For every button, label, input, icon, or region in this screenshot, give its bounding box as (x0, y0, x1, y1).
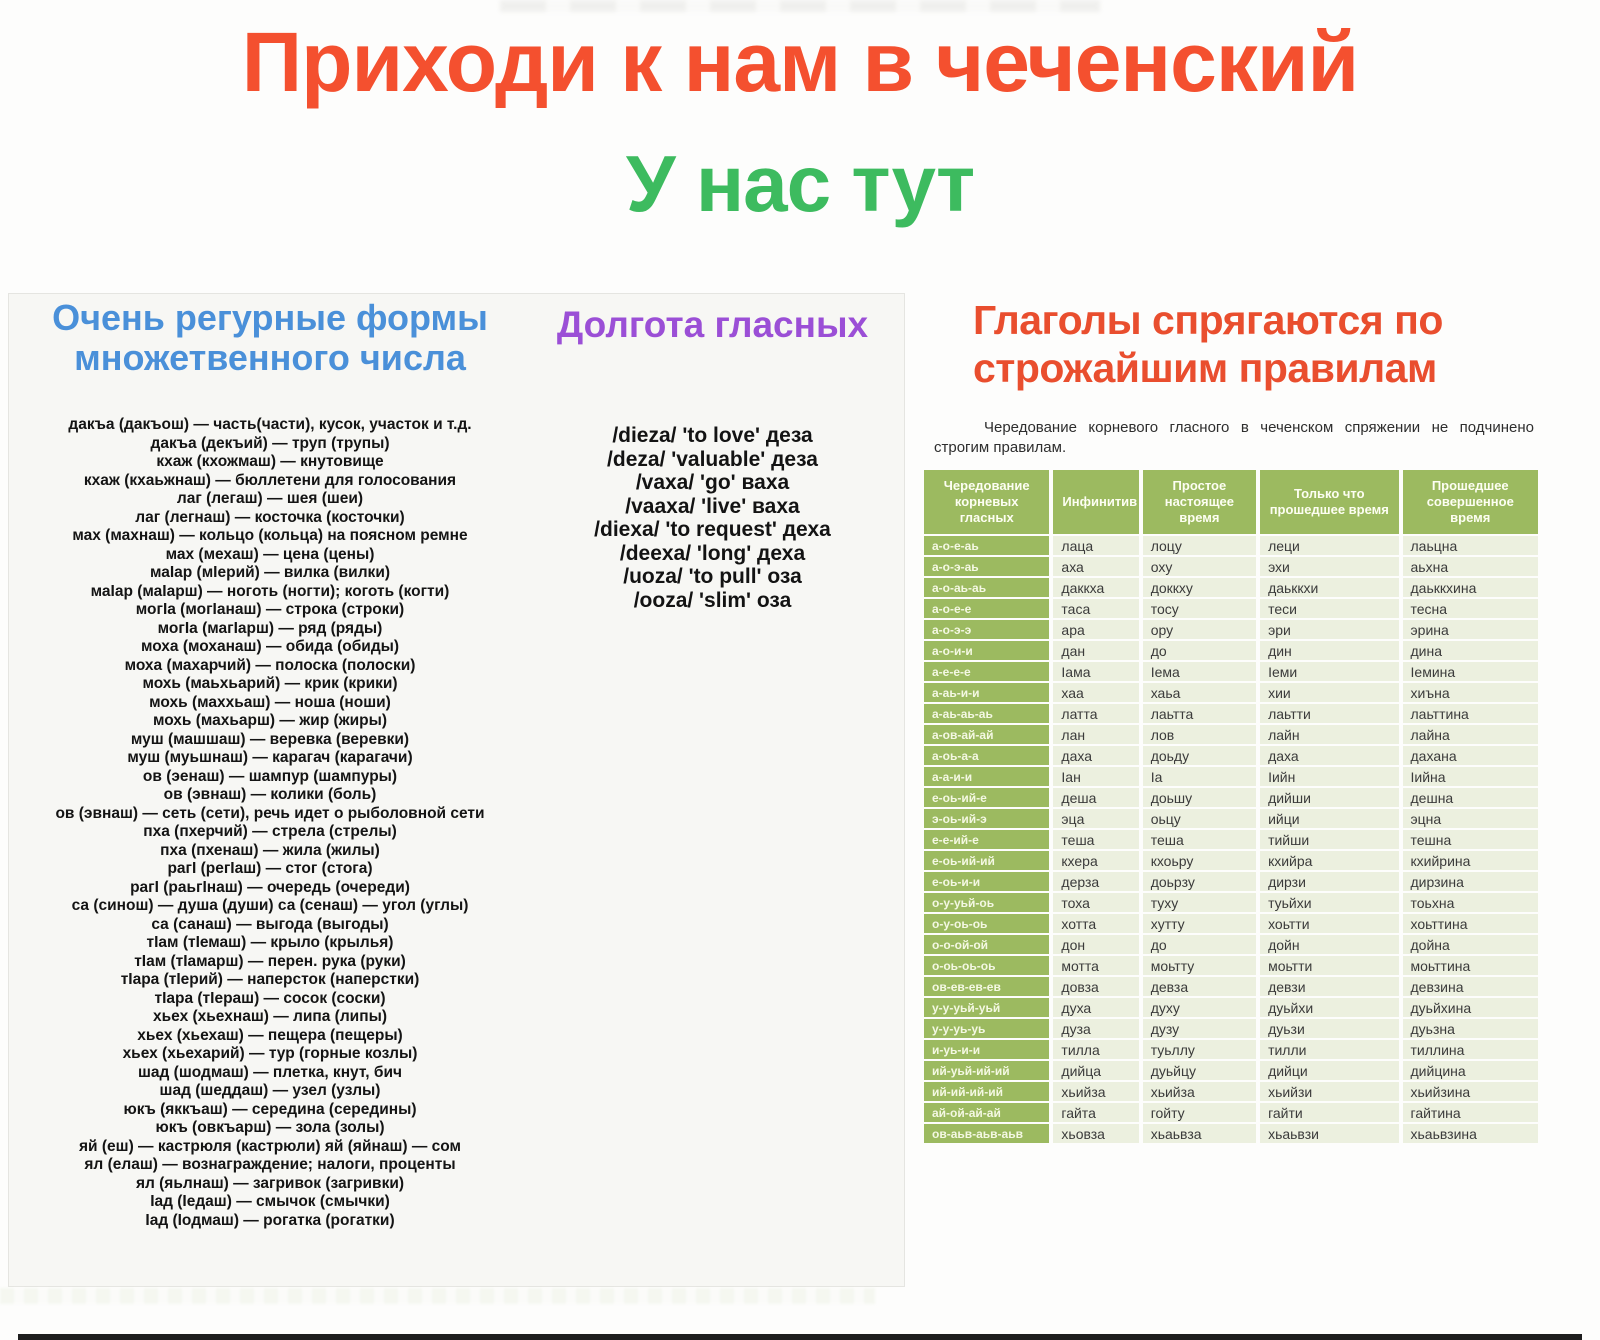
verb-form-cell: хьийза (1053, 1082, 1138, 1101)
list-item: са (санаш) — выгода (выгоды) (151, 915, 389, 933)
table-row (924, 935, 1538, 954)
verb-form-cell: лаьттина (1403, 704, 1538, 723)
list-item: /dieza/ 'to love' деза (612, 424, 813, 447)
verb-form-cell: хьаьвза (1143, 1124, 1256, 1143)
vowel-alternation-cell: о-оь-оь-оь (924, 956, 1049, 975)
verb-form-cell: латта (1053, 704, 1138, 723)
vowel-alternation-cell: о-о-ой-ой (924, 935, 1049, 954)
verb-form-cell: Іема (1143, 662, 1256, 681)
verb-form-cell: хии (1260, 683, 1398, 702)
list-item: шад (шодмаш) — плетка, кнут, бич (137, 1063, 402, 1081)
verb-form-cell: хоьтти (1260, 914, 1398, 933)
verb-form-cell: Іеми (1260, 662, 1398, 681)
faint-bottom-artifact (0, 1288, 875, 1304)
verb-form-cell: дийши (1260, 788, 1398, 807)
verb-form-cell: девзина (1403, 977, 1538, 996)
verb-conjugation-note: Чередование корневого гласного в чеченском спряжении не подчинено строгим правилам. (934, 419, 1534, 456)
verb-form-cell: дуьйхи (1260, 998, 1398, 1017)
vowel-alternation-cell: а-о-э-э (924, 620, 1049, 639)
verb-form-cell: кхера (1053, 851, 1138, 870)
vowel-alternation-cell: а-аь-и-и (924, 683, 1049, 702)
verb-form-cell: дерза (1053, 872, 1138, 891)
verb-form-cell: девза (1143, 977, 1256, 996)
verb-form-cell: доккху (1143, 578, 1256, 597)
list-item: мохь (махьарш) — жир (жиры) (152, 712, 388, 729)
verb-form-cell: туьйхи (1260, 893, 1398, 912)
verb-form-cell: моьттина (1403, 956, 1538, 975)
list-item: мах (махнаш) — кольцо (кольца) на поясном ремне (72, 527, 468, 544)
list-item: тІара (тІераш) — сосок (соски) (154, 989, 386, 1007)
verb-form-cell: кхоьру (1143, 851, 1256, 870)
verb-form-cell: дойн (1260, 935, 1398, 954)
verb-form-cell: туьллу (1143, 1040, 1256, 1059)
vowel-alternation-cell: ай-ой-ай-ай (924, 1103, 1049, 1122)
verb-form-cell: хаьа (1143, 683, 1256, 702)
verb-form-cell: оху (1143, 557, 1256, 576)
list-item: могІа (магІарш) — ряд (ряды) (157, 619, 383, 637)
plural-forms-section (10, 298, 530, 1230)
verb-form-cell: эхи (1260, 557, 1398, 576)
verb-form-cell: эри (1260, 620, 1398, 639)
table-row (924, 977, 1538, 996)
list-item: хьех (хьехнаш) — липа (липы) (153, 1008, 387, 1025)
list-item: яй (еш) — кастрюля (кастрюли) яй (яйнаш) — сом (78, 1137, 461, 1155)
vowel-alternation-cell: ий-ий-ий-ий (924, 1082, 1049, 1101)
verb-form-cell: теси (1260, 599, 1398, 618)
verb-form-cell: хьаьвзи (1260, 1124, 1398, 1143)
table-row (924, 683, 1538, 702)
verb-form-cell: оьцу (1143, 809, 1256, 828)
vowel-alternation-cell: а-о-аь-аь (924, 578, 1049, 597)
table-row (924, 557, 1538, 576)
table-row (924, 809, 1538, 828)
verb-form-cell: кхийрина (1403, 851, 1538, 870)
verb-form-cell: кхийра (1260, 851, 1398, 870)
verb-form-cell: ара (1053, 620, 1138, 639)
table-row (924, 1061, 1538, 1080)
table-row (924, 998, 1538, 1017)
verb-form-cell: даьккхи (1260, 578, 1398, 597)
verb-form-cell: довза (1053, 977, 1138, 996)
verb-form-cell: теша (1143, 830, 1256, 849)
conjugation-table-header (924, 470, 1538, 534)
table-row (924, 746, 1538, 765)
list-item: са (синош) — душа (души) са (сенаш) — угол (углы) (71, 897, 469, 914)
verb-form-cell: дирзина (1403, 872, 1538, 891)
table-row (924, 956, 1538, 975)
list-item: пха (пхерчий) — стрела (стрелы) (143, 823, 397, 840)
list-item: муш (муьшнаш) — карагач (карагачи) (127, 749, 413, 766)
verb-form-cell: леци (1260, 536, 1398, 555)
verb-form-cell: Іа (1143, 767, 1256, 786)
verb-form-cell: лаьцна (1403, 536, 1538, 555)
list-item: /vaaxa/ 'live' ваха (625, 494, 800, 518)
vowel-alternation-cell: и-уь-и-и (924, 1040, 1049, 1059)
verb-form-cell: хьийза (1143, 1082, 1256, 1101)
verb-form-cell: дуьйхина (1403, 998, 1538, 1017)
verb-form-cell: хьаьвзина (1403, 1124, 1538, 1143)
table-row (924, 914, 1538, 933)
vowel-alternation-cell: е-оь-ий-ий (924, 851, 1049, 870)
verb-form-cell: тилла (1053, 1040, 1138, 1059)
list-item: /vaxa/ 'go' ваха (635, 471, 790, 494)
verb-form-cell: лаьтта (1143, 704, 1256, 723)
list-item: лаг (легнаш) — косточка (косточки) (135, 508, 405, 526)
table-row (924, 1082, 1538, 1101)
table-row (924, 830, 1538, 849)
list-item: Іад (Іедаш) — смычок (смычки) (150, 1193, 390, 1210)
verb-form-cell: дан (1053, 641, 1138, 660)
verb-form-cell: до (1143, 935, 1256, 954)
verb-form-cell: лоцу (1143, 536, 1256, 555)
verb-form-cell: Іемина (1403, 662, 1538, 681)
verb-form-cell: моьтту (1143, 956, 1256, 975)
verb-form-cell: хаа (1053, 683, 1138, 702)
list-item: Іад (Іодмаш) — рогатка (рогатки) (145, 1211, 395, 1229)
list-item: муш (машшаш) — веревка (веревки) (130, 730, 410, 748)
list-item: /deexa/ 'long' деха (619, 541, 806, 565)
list-item: тІам (тІемаш) — крыло (крылья) (146, 934, 394, 951)
list-item: пха (пхенаш) — жила (жилы) (160, 841, 380, 859)
verb-form-cell: дуьйцу (1143, 1061, 1256, 1080)
verb-form-cell: духа (1053, 998, 1138, 1017)
plural-forms-heading: Очень регурные формы множетвенного числа (52, 297, 488, 378)
verb-form-cell: тешна (1403, 830, 1538, 849)
column-header: Чередование корневых гласных (924, 470, 1049, 534)
verb-form-cell: лаьтти (1260, 704, 1398, 723)
list-item: маІар (маІарш) — ноготь (ногти); коготь (когти) (90, 582, 450, 600)
table-row (924, 851, 1538, 870)
vowel-alternation-cell: а-о-и-и (924, 641, 1049, 660)
list-item: могІа (могІанаш) — строка (строки) (135, 601, 405, 618)
table-row (924, 578, 1538, 597)
vowel-alternation-cell: ов-ев-ев-ев (924, 977, 1049, 996)
table-row (924, 620, 1538, 639)
verb-form-cell: теша (1053, 830, 1138, 849)
verb-form-cell: тесна (1403, 599, 1538, 618)
verb-form-cell: дирзи (1260, 872, 1398, 891)
cropped-top-text (500, 0, 1100, 12)
vowel-alternation-cell: е-е-ий-е (924, 830, 1049, 849)
verb-form-cell: даккха (1053, 578, 1138, 597)
list-item: моха (махарчий) — полоска (полоски) (124, 656, 416, 674)
verb-form-cell: дуьзи (1260, 1019, 1398, 1038)
list-item: дакъа (дакъош) — часть(части), кусок, участок и т.д. (68, 416, 472, 433)
verb-form-cell: доьшу (1143, 788, 1256, 807)
list-item: моха (моханаш) — обида (обиды) (140, 638, 400, 655)
verb-form-cell: гайти (1260, 1103, 1398, 1122)
verb-form-cell: ору (1143, 620, 1256, 639)
table-row (924, 704, 1538, 723)
verb-form-cell: доьрзу (1143, 872, 1256, 891)
verb-form-cell: Іама (1053, 662, 1138, 681)
verb-form-cell: дуьзна (1403, 1019, 1538, 1038)
verb-form-cell: гойту (1143, 1103, 1256, 1122)
verb-conjugation-section (920, 296, 1545, 1145)
table-row (924, 872, 1538, 891)
verb-form-cell: хьийзи (1260, 1082, 1398, 1101)
list-item: ов (эенаш) — шампур (шампуры) (142, 767, 398, 785)
list-item: мах (мехаш) — цена (цены) (165, 545, 375, 563)
verb-form-cell: дуза (1053, 1019, 1138, 1038)
list-item: мохь (маххьаш) — ноша (ноши) (149, 693, 391, 711)
verb-form-cell: лайн (1260, 725, 1398, 744)
verb-form-cell: даьккхина (1403, 578, 1538, 597)
verb-form-cell: эца (1053, 809, 1138, 828)
list-item: юкъ (яккъаш) — середина (середины) (123, 1100, 417, 1118)
verb-form-cell: дийцина (1403, 1061, 1538, 1080)
vowel-alternation-cell: э-оь-ий-э (924, 809, 1049, 828)
table-row (924, 1103, 1538, 1122)
vowel-alternation-cell: а-о-е-аь (924, 536, 1049, 555)
verb-form-cell: аха (1053, 557, 1138, 576)
list-item: тІам (тІамарш) — перен. рука (руки) (134, 952, 406, 970)
vowel-alternation-cell: ов-аьв-аьв-аьв (924, 1124, 1049, 1143)
column-header: Прошедшее совершенное время (1403, 470, 1538, 534)
vowel-length-heading: Долгота гласных (556, 304, 869, 345)
verb-form-cell: тоха (1053, 893, 1138, 912)
list-item: /deza/ 'valuable' деза (607, 447, 818, 471)
verb-form-cell: дийца (1053, 1061, 1138, 1080)
verb-form-cell: туху (1143, 893, 1256, 912)
table-row (924, 536, 1538, 555)
list-item: кхаж (кхаьжнаш) — бюллетени для голосования (83, 471, 457, 489)
list-item: /diexa/ 'to request' деха (594, 518, 831, 541)
verb-form-cell: дийци (1260, 1061, 1398, 1080)
table-row (924, 599, 1538, 618)
table-row (924, 641, 1538, 660)
verb-form-cell: даха (1260, 746, 1398, 765)
vowel-alternation-cell: а-о-е-е (924, 599, 1049, 618)
table-row (924, 1040, 1538, 1059)
vowel-length-section (540, 304, 885, 612)
conjugation-table (920, 468, 1542, 1145)
vowel-alternation-cell: ий-уьй-ий-ий (924, 1061, 1049, 1080)
verb-form-cell: даха (1053, 746, 1138, 765)
verb-form-cell: хьийзина (1403, 1082, 1538, 1101)
vowel-alternation-cell: а-оь-а-а (924, 746, 1049, 765)
list-item: лаг (легаш) — шея (шеи) (176, 490, 364, 507)
verb-form-cell: Іан (1053, 767, 1138, 786)
verb-form-cell: доьду (1143, 746, 1256, 765)
list-item: юкъ (овкъарш) — зола (золы) (155, 1119, 385, 1136)
verb-form-cell: девзи (1260, 977, 1398, 996)
verb-form-cell: гайтина (1403, 1103, 1538, 1122)
verb-form-cell: дина (1403, 641, 1538, 660)
list-item: мохь (маьхьарий) — крик (крики) (142, 675, 398, 692)
list-item: ов (эвнаш) — колики (боль) (163, 786, 377, 803)
verb-form-cell: деша (1053, 788, 1138, 807)
list-item: хьех (хьехарий) — тур (горные козлы) (122, 1045, 418, 1062)
vowel-alternation-cell: у-у-уьй-уьй (924, 998, 1049, 1017)
verb-form-cell: тиллина (1403, 1040, 1538, 1059)
verb-form-cell: хьовза (1053, 1124, 1138, 1143)
vowel-alternation-cell: у-у-уь-уь (924, 1019, 1049, 1038)
verb-form-cell: лов (1143, 725, 1256, 744)
verb-form-cell: лайна (1403, 725, 1538, 744)
verb-form-cell: до (1143, 641, 1256, 660)
vowel-list (540, 424, 885, 612)
verb-form-cell: эцна (1403, 809, 1538, 828)
list-item: шад (шеддаш) — узел (узлы) (159, 1082, 381, 1099)
vowel-alternation-cell: а-е-е-е (924, 662, 1049, 681)
list-item: кхаж (кхожмаш) — кнутовище (156, 453, 384, 470)
verb-form-cell: тоьхна (1403, 893, 1538, 912)
verb-form-cell: дин (1260, 641, 1398, 660)
column-header: Инфинитив (1053, 470, 1138, 534)
table-row (924, 1124, 1538, 1143)
verb-form-cell: Іийн (1260, 767, 1398, 786)
verb-form-cell: дон (1053, 935, 1138, 954)
verb-form-cell: дойна (1403, 935, 1538, 954)
verb-form-cell: лаца (1053, 536, 1138, 555)
verb-form-cell: тийши (1260, 830, 1398, 849)
vowel-alternation-cell: а-аь-аь-аь (924, 704, 1049, 723)
vowel-alternation-cell: е-оь-ий-е (924, 788, 1049, 807)
vowel-alternation-cell: а-о-э-аь (924, 557, 1049, 576)
table-row (924, 893, 1538, 912)
column-header: Простое настоящее время (1143, 470, 1256, 534)
subtitle: У нас тут (625, 139, 975, 228)
vowel-alternation-cell: е-оь-и-и (924, 872, 1049, 891)
list-item: /uoza/ 'to pull' оза (623, 565, 802, 588)
plural-list (10, 416, 530, 1230)
list-item: тІара (тІерий) — наперсток (наперстки) (120, 971, 420, 988)
list-item: ов (эвнаш) — сеть (сети), речь идет о рыболовной сети (55, 804, 485, 822)
list-item: маІар (мІерий) — вилка (вилки) (149, 564, 391, 581)
main-title: Приходи к нам в чеченский (241, 15, 1359, 109)
verb-form-cell: Іийна (1403, 767, 1538, 786)
vowel-alternation-cell: а-ов-ай-ай (924, 725, 1049, 744)
verb-form-cell: тилли (1260, 1040, 1398, 1059)
vowel-alternation-cell: о-у-уьй-оь (924, 893, 1049, 912)
verb-form-cell: тосу (1143, 599, 1256, 618)
column-header: Только что прошедшее время (1260, 470, 1398, 534)
vowel-alternation-cell: а-а-и-и (924, 767, 1049, 786)
verb-form-cell: моьтти (1260, 956, 1398, 975)
verb-form-cell: мотта (1053, 956, 1138, 975)
verb-form-cell: хотта (1053, 914, 1138, 933)
table-row (924, 725, 1538, 744)
verb-form-cell: гайта (1053, 1103, 1138, 1122)
verb-form-cell: дешна (1403, 788, 1538, 807)
verb-form-cell: аьхна (1403, 557, 1538, 576)
verb-form-cell: дахана (1403, 746, 1538, 765)
verb-form-cell: таса (1053, 599, 1138, 618)
vowel-alternation-cell: о-у-оь-оь (924, 914, 1049, 933)
verb-form-cell: эрина (1403, 620, 1538, 639)
list-item: ял (елаш) — вознаграждение; налоги, проценты (84, 1156, 456, 1173)
verb-form-cell: хиъна (1403, 683, 1538, 702)
list-item: хьех (хьехаш) — пещера (пещеры) (137, 1026, 403, 1044)
list-item: рагІ (регІаш) — стог (стога) (167, 860, 373, 877)
table-row (924, 1019, 1538, 1038)
table-row (924, 788, 1538, 807)
verb-form-cell: хоьттина (1403, 914, 1538, 933)
list-item: /ooza/ 'slim' оза (633, 588, 792, 612)
verb-form-cell: хутту (1143, 914, 1256, 933)
list-item: рагІ (раьгІнаш) — очередь (очереди) (130, 878, 410, 896)
list-item: ял (яьлнаш) — загривок (загривки) (135, 1174, 405, 1192)
verb-form-cell: ийци (1260, 809, 1398, 828)
verb-form-cell: дузу (1143, 1019, 1256, 1038)
table-row (924, 767, 1538, 786)
verb-form-cell: духу (1143, 998, 1256, 1017)
table-row (924, 662, 1538, 681)
verb-form-cell: лан (1053, 725, 1138, 744)
verb-conjugation-heading: Глаголы спрягаются по строжайшим правилам (973, 297, 1443, 391)
list-item: дакъа (декъий) — труп (трупы) (150, 434, 390, 452)
bottom-crop-bar (18, 1334, 1582, 1340)
